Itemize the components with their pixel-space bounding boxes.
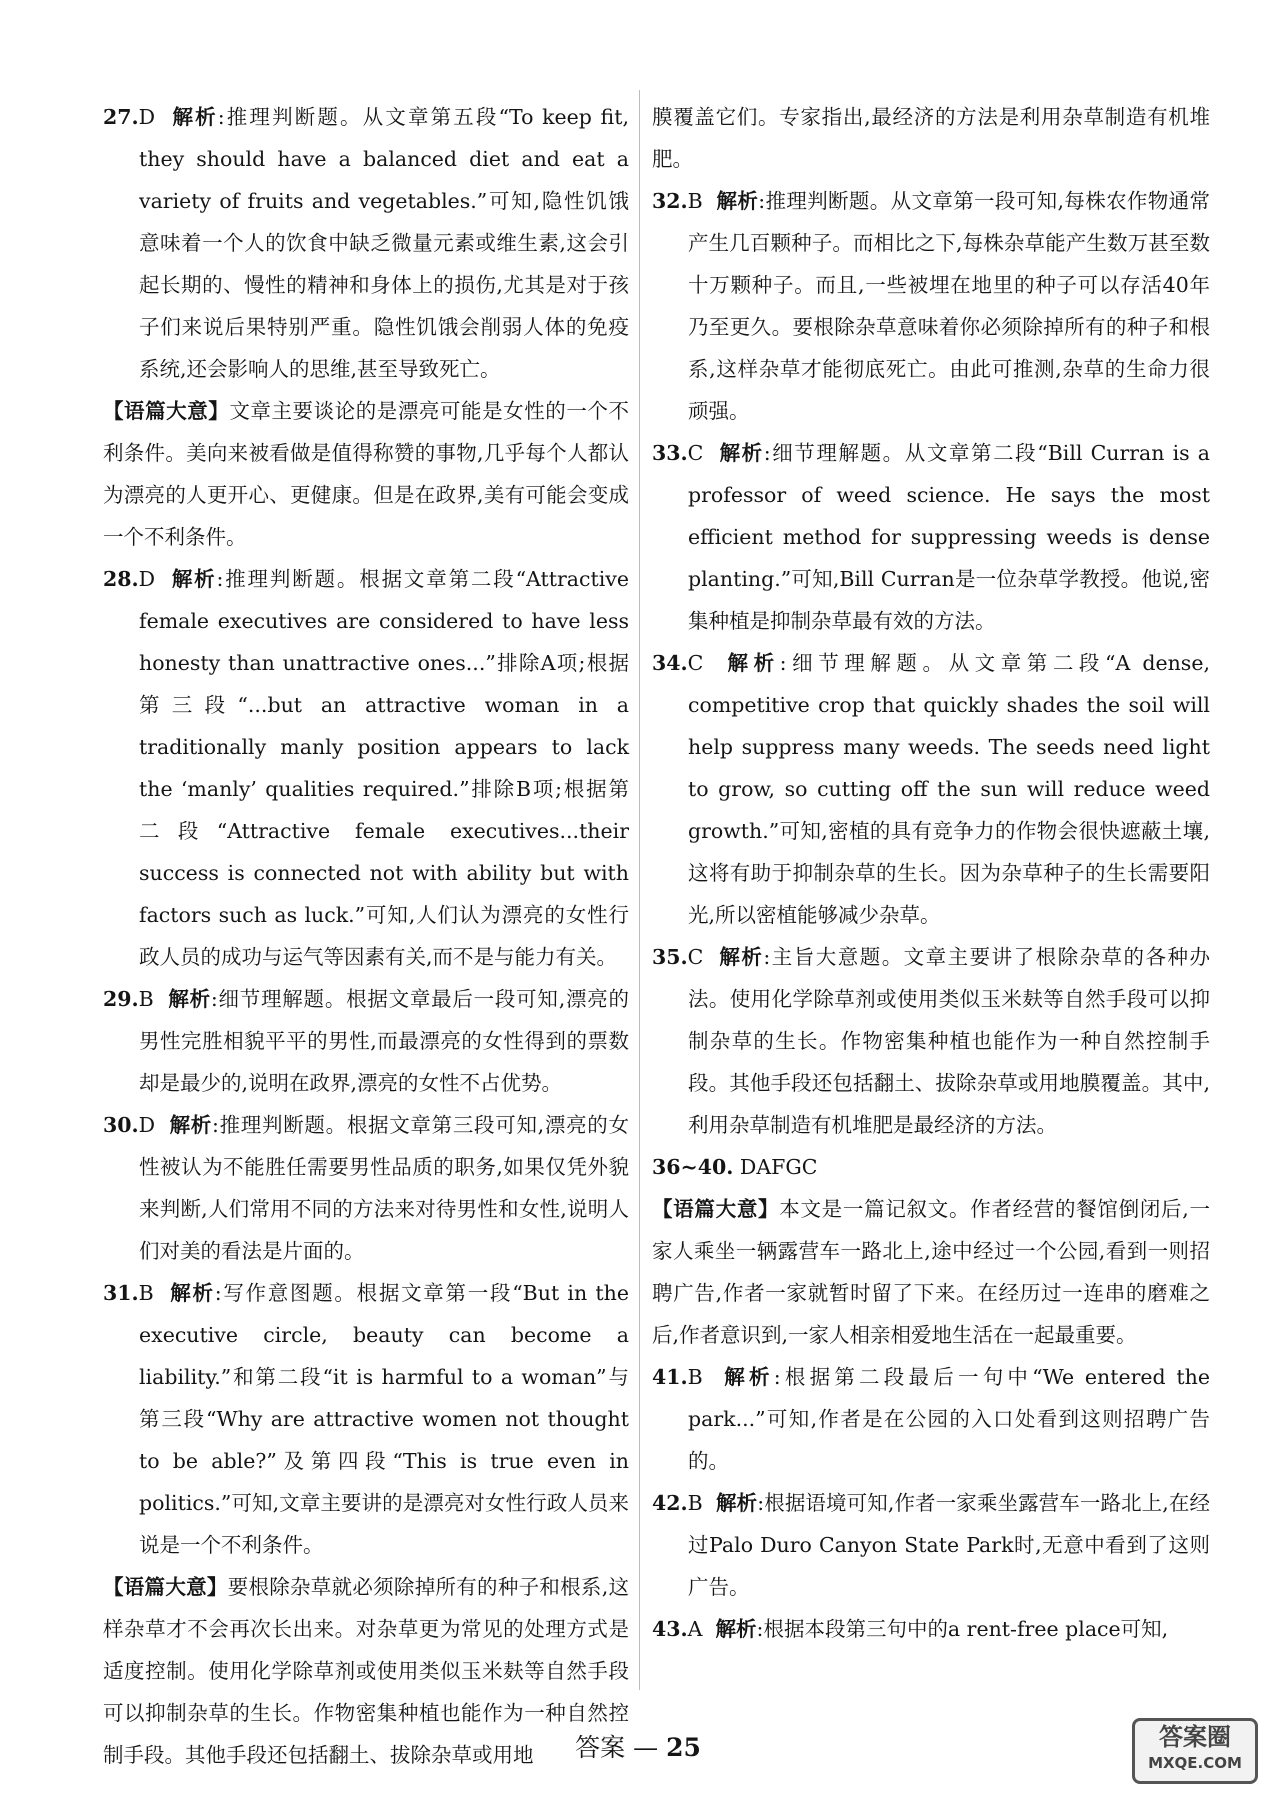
answer-entry-33: 33.C 解析:细节理解题。从文章第二段“Bill Curran is a professor of weed science. He says the most efficient method for suppressing weeds is dense planting.”可知,Bill Curran是一位杂草学教授。他说,密集种植是抑制杂草最有效的方法。 xyxy=(652,441,1210,633)
left-column xyxy=(103,96,629,1776)
continued-text: 膜覆盖它们。专家指出,最经济的方法是利用杂草制造有机堆肥。 xyxy=(652,105,1210,171)
answer-entry-34: 34.C 解析:细节理解题。从文章第二段“A dense, competitive crop that quickly shades the soil will help suppress many weeds. The seeds need light to grow, so cutting off the sun will reduce weed growth.”可知,密植的具有竞争力的作物会很快遮蔽土壤,这将有助于抑制杂草的生长。因为杂草种子的生长需要阳光,所以密植能够减少杂草。 xyxy=(652,651,1210,927)
answer-entry-27: 27.D 解析:推理判断题。从文章第五段“To keep fit, they should have a balanced diet and eat a variety of fruits and vegetables.”可知,隐性饥饿意味着一个人的饮食中缺乏微量元素或维生素,这会引起长期的、慢性的精神和身体上的损伤,尤其是对于孩子们来说后果特别严重。隐性饥饿会削弱人体的免疫系统,还会影响人的思维,甚至导致死亡。 xyxy=(103,105,629,381)
page-number: 25 xyxy=(666,1733,701,1762)
watermark-top: 答案圈 xyxy=(1159,1723,1231,1751)
column-divider xyxy=(639,90,640,1690)
passage-summary-1: 【语篇大意】文章主要谈论的是漂亮可能是女性的一个不利条件。美向来被看做是值得称赞的事物,几乎每个人都认为漂亮的人更开心、更健康。但是在政界,美有可能会变成一个不利条件。 xyxy=(103,399,629,549)
passage-summary-2: 【语篇大意】要根除杂草就必须除掉所有的种子和根系,这样杂草才不会再次长出来。对杂草更为常见的处理方式是适度控制。使用化学除草剂或使用类似玉米麸等自然手段可以抑制杂草的生长。作物密集种植也能作为一种自然控制手段。其他手段还包括翻土、拔除杂草或用地 xyxy=(103,1575,630,1767)
answer-entry-41: 41.B 解析:根据第二段最后一句中“We entered the park...”可知,作者是在公园的入口处看到这则招聘广告的。 xyxy=(652,1365,1210,1473)
answer-entry-32: 32.B 解析:推理判断题。从文章第一段可知,每株农作物通常产生几百颗种子。而相比之下,每株杂草能产生数万甚至数十万颗种子。而且,一些被埋在地里的种子可以存活40年乃至更久。要根除杂草意味着你必须除掉所有的种子和根系,这样杂草才能彻底死亡。由此可推测,杂草的生命力很顽强。 xyxy=(652,189,1210,423)
site-watermark-logo xyxy=(1132,1718,1258,1784)
passage-summary-3: 【语篇大意】本文是一篇记叙文。作者经营的餐馆倒闭后,一家人乘坐一辆露营车一路北上,途中经过一个公园,看到一则招聘广告,作者一家就暂时留了下来。在经历过一连串的磨难之后,作者意识到,一家人相亲相爱地生活在一起最重要。 xyxy=(652,1197,1210,1347)
footer-dash: — xyxy=(633,1733,659,1762)
footer-label: 答案 xyxy=(575,1733,626,1762)
page-footer xyxy=(0,1728,1276,1768)
answer-entry-31: 31.B 解析:写作意图题。根据文章第一段“But in the executive circle, beauty can become a liability.”和第二段“it is harmful to a woman”与第三段“Why are attractive women not thought to be able?”及第四段“This is true even in politics.”可知,文章主要讲的是漂亮对女性行政人员来说是一个不利条件。 xyxy=(103,1281,629,1557)
answer-entry-30: 30.D 解析:推理判断题。根据文章第三段可知,漂亮的女性被认为不能胜任需要男性品质的职务,如果仅凭外貌来判断,人们常用不同的方法来对待男性和女性,说明人们对美的看法是片面的。 xyxy=(103,1113,629,1263)
answer-entry-43: 43.A 解析:根据本段第三句中的a rent-free place可知, xyxy=(652,1617,1169,1641)
answer-entry-35: 35.C 解析:主旨大意题。文章主要讲了根除杂草的各种办法。使用化学除草剂或使用类似玉米麸等自然手段可以抑制杂草的生长。作物密集种植也能作为一种自然控制手段。其他手段还包括翻土、拔除杂草或用地膜覆盖。其中,利用杂草制造有机堆肥是最经济的方法。 xyxy=(652,945,1211,1137)
answer-entry-42: 42.B 解析:根据语境可知,作者一家乘坐露营车一路北上,在经过Palo Duro Canyon State Park时,无意中看到了这则广告。 xyxy=(652,1491,1210,1599)
answer-entry-29: 29.B 解析:细节理解题。根据文章最后一段可知,漂亮的男性完胜相貌平平的男性,而最漂亮的女性得到的票数却是最少的,说明在政界,漂亮的女性不占优势。 xyxy=(103,987,629,1095)
watermark-bottom: MXQE.COM xyxy=(1148,1754,1242,1772)
right-column xyxy=(652,96,1210,1650)
answer-entry-36-40: 36~40. DAFGC xyxy=(652,1155,818,1179)
answer-entry-28: 28.D 解析:推理判断题。根据文章第二段“Attractive female executives are considered to have less honesty than unattractive ones...”排除A项;根据第三段“...but an attractive woman in a traditionally manly position appears to lack the ‘manly’ qualities required.”排除B项;根据第二段“Attractive female executives...their success is connected not with ability but with factors such as luck.”可知,人们认为漂亮的女性行政人员的成功与运气等因素有关,而不是与能力有关。 xyxy=(103,567,629,969)
